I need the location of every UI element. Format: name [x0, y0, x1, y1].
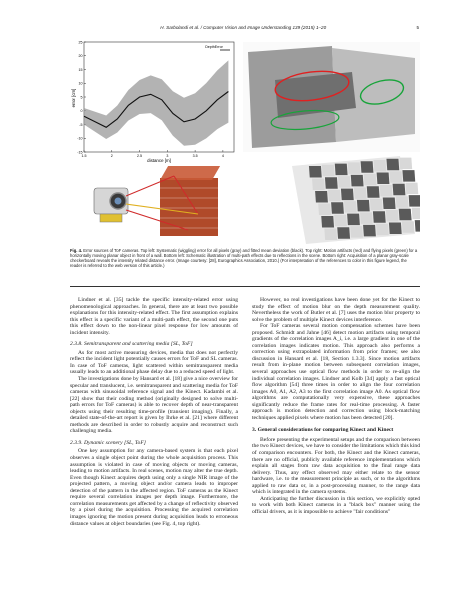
- checker-cell: [409, 195, 420, 207]
- checker-cell: [406, 183, 419, 195]
- caption-label: Fig. 4.: [70, 248, 83, 253]
- multipath-schematic: [94, 166, 220, 236]
- header-title: H. Sarbolandi et al. / Computer Vision and Image Understanding 139 (2015) 1–20: [160, 25, 327, 30]
- y-tick-label: -10: [77, 136, 83, 141]
- running-header: [70, 25, 419, 30]
- checker-cell: [328, 190, 341, 202]
- checker-cell: [351, 175, 364, 187]
- motion-artifacts-image: [243, 42, 420, 152]
- wiggling-error-plot: [71, 40, 234, 163]
- checker-cell: [376, 224, 389, 236]
- checker-cell: [357, 200, 370, 212]
- checker-cell: [312, 179, 325, 191]
- paragraph: Lindner et al. [35] tackle the specific intensity-related error using phenomenological approaches. In general, there are at least two possible explanations for this intensity-related effect. The first assumption explains this effect is a specific variant of a multi-path effect, the second one puts this effect down to the non-linear pixel response for low amounts of incident intensity.: [70, 297, 238, 336]
- y-tick-label: 10: [78, 81, 83, 86]
- figure-caption: [70, 248, 420, 268]
- checker-cell: [361, 161, 374, 173]
- section-heading: 2.3.8. Semitransparent and scattering media [SL, ToF]: [70, 341, 193, 348]
- caption-rule: [70, 286, 420, 287]
- x-tick-label: 3.5: [192, 154, 198, 158]
- checker-cell: [370, 199, 383, 211]
- paragraph: For ToF cameras several motion compensation schemes have been proposed. Schmidt and Jahne [46] detect motion artifacts using temporal gradients of the correlation images A_i, i.e. a large gradient in one of the correlation images indicates motion. This approach also performs a correction using extrapolated information from prior frames; see also discussion in Hansard et al. [18, Section 1.3.3]. Since motion artifacts result from in-plane motion between subsequent correlation images, several approaches use optical flow methods in order to re-align the individual correlation images. Lindner and Kolb [34] apply a fast optical flow algorithm [54] three times in order to align the four correlation images A0, A1, A2, A3 to the first correlation image A0. As optical flow algorithms are computationally very expensive, these approaches significantly reduce the frame rates for real-time processing. A faster approach is motion detection and correction using block-matching techniques applied pixels where motion has been detected [20].: [252, 323, 420, 421]
- checker-cell: [337, 227, 350, 239]
- checker-cell: [350, 226, 363, 238]
- checker-cell: [338, 176, 351, 188]
- y-tick-label: 25: [78, 40, 83, 45]
- paragraph: Anticipating the further discussion in this section, we explicitly opted to work with both Kinect cameras in a "black box" manner using the official drivers, as it is impossible to achieve "fair conditions": [252, 495, 420, 515]
- checker-cell: [334, 215, 347, 227]
- checker-cell: [374, 160, 387, 172]
- checker-cell: [364, 174, 377, 186]
- checker-cell: [354, 187, 367, 199]
- checker-cell: [389, 223, 402, 235]
- paragraph: Before presenting the experimental setups and the comparison between the two Kinect devices, we have to consider the limitations which this kind of comparison encounters. For both, the Kinect and the Kinect cameras, there are no official, publicly available reference implementations which explain all stages from raw data acquisition to the final range data delivery. Thus, any effect observed may either relate to the sensor hardware, i.e. to the measurement principle as such, or to the algorithms applied to raw data or, in a post-processing manner, to the range data which is integrated in the camera systems.: [252, 436, 420, 496]
- checker-cell: [380, 185, 393, 197]
- checker-cell: [315, 191, 328, 203]
- page-number: 5: [416, 25, 419, 30]
- checker-cell: [318, 204, 331, 216]
- checker-cell: [415, 220, 420, 232]
- checker-cell: [347, 214, 360, 226]
- checker-cell: [386, 159, 399, 171]
- checker-cell: [335, 164, 348, 176]
- checker-cell: [321, 216, 334, 228]
- right-column: [252, 297, 420, 516]
- checker-cell: [399, 209, 412, 221]
- y-tick-label: 15: [78, 67, 83, 72]
- checkerboard-distance-error: [292, 156, 420, 244]
- plot-legend: DepthError: [205, 45, 223, 49]
- checker-cell: [393, 184, 406, 196]
- y-tick-label: 20: [78, 54, 83, 59]
- checker-cell: [360, 212, 373, 224]
- checker-cell: [363, 225, 376, 237]
- checker-cell: [399, 158, 412, 170]
- x-tick-label: 1.5: [81, 154, 87, 158]
- paragraph: As for most active measuring devices, media that does not perfectly reflect the incident light potentially causes errors for ToF and SL cameras. In case of ToF cameras, light scattered within semitransparent media usually leads to an additional phase delay due to a reduced speed of light.: [70, 349, 238, 376]
- x-tick-label: 2.5: [137, 154, 143, 158]
- y-tick-label: -15: [77, 150, 83, 155]
- paragraph: However, no real investigations have been done yet for the Kinect to study the effect of motion blur on the depth measurement quality. Nevertheless the work of Butler et al. [7] uses the motion blur property to solve the problem of multiple Kinect devices interference.: [252, 297, 420, 323]
- x-tick-label: 4: [221, 154, 224, 158]
- checker-cell: [331, 202, 344, 214]
- x-tick-label: 3: [166, 154, 169, 158]
- checker-cell: [402, 170, 415, 182]
- checker-cell: [373, 211, 386, 223]
- checker-cell: [390, 171, 403, 183]
- checker-cell: [348, 162, 361, 174]
- brick-wall: [160, 178, 218, 236]
- checker-cell: [309, 166, 322, 178]
- checker-cell: [325, 177, 338, 189]
- y-tick-label: 0: [80, 109, 83, 114]
- y-tick-label: -5: [79, 122, 83, 127]
- checker-cell: [402, 221, 415, 233]
- caption-text: Error sources of ToF cameras. Top left: Systematic (wiggling) error for all pixels (gray) and fitted mean deviation (black). Top right: Motion artifacts (red) and flying pixels (green) for a horizontally moving planar object in front of a wall. Bottom left: Schematic illustration of multi-path effects due to reflections in the scene. Bottom right: Acquisition of a planar gray-scale checkerboard reveals the intensity related distance error. (Image courtesy: [28], Eurographics Association, 2010.) (For interpretation of the references to color in this figure legend, the reader is referred to the web version of this article.): [70, 248, 418, 269]
- checker-cell: [324, 229, 337, 241]
- x-axis-label: distance [m]: [147, 158, 171, 163]
- section-heading: 3. General considerations for comparing Kinect and Kinect: [252, 427, 394, 434]
- left-column: [70, 297, 238, 527]
- y-axis-label: error [cm]: [71, 88, 76, 108]
- checker-cell: [386, 210, 399, 222]
- checker-cell: [383, 198, 396, 210]
- section-heading: 2.3.9. Dynamic scenery [SL, ToF]: [70, 439, 146, 446]
- paragraph: One key assumption for any camera-based system is that each pixel observes a single object point during the whole acquisition process. This assumption is violated in case of moving objects or moving cameras, leading to motion artifacts. In real scenes, motion may alter the true depth. Even though Kinect acquires depth using only a single NIR image of the projected pattern, a moving object and/or camera leads to improper detection of the pattern in the affected region. ToF cameras as the Kinect require several correlation images per depth image. Furthermore, the correlation measurements get affected by a change of reflectivity observed by a pixel during the acquisition. Processing the acquired correlation images ignoring the motion present during acquisition leads to erroneous distance values at object boundaries (see Fig. 4, top right).: [70, 448, 238, 527]
- paragraph: The investigations done by Hansard et al. [18] give a nice overview for specular and translucent, i.e. semitransparent and scattering media for ToF cameras with sinusoidal reference signal and the Kinect. Kadambi et al. [22] show that their coding method (originally designed to solve multi-path errors for ToF cameras) is able to recover depth of near-transparent objects using their resulting time-profile (transient imaging). Finally, a detailed state-of-the-art report is given by Ihrke et al. [21] where different methods are described in order to robustly acquire and reconstruct such challenging media.: [70, 376, 238, 435]
- y-tick-label: 5: [80, 95, 83, 100]
- checker-cell: [396, 196, 409, 208]
- checker-cell: [377, 173, 390, 185]
- checker-cell: [322, 165, 335, 177]
- checker-cell: [367, 186, 380, 198]
- checker-cell: [344, 201, 357, 213]
- x-tick-label: 2: [110, 154, 113, 158]
- checker-cell: [412, 208, 420, 220]
- checker-cell: [341, 189, 354, 201]
- figure-4: [70, 38, 420, 244]
